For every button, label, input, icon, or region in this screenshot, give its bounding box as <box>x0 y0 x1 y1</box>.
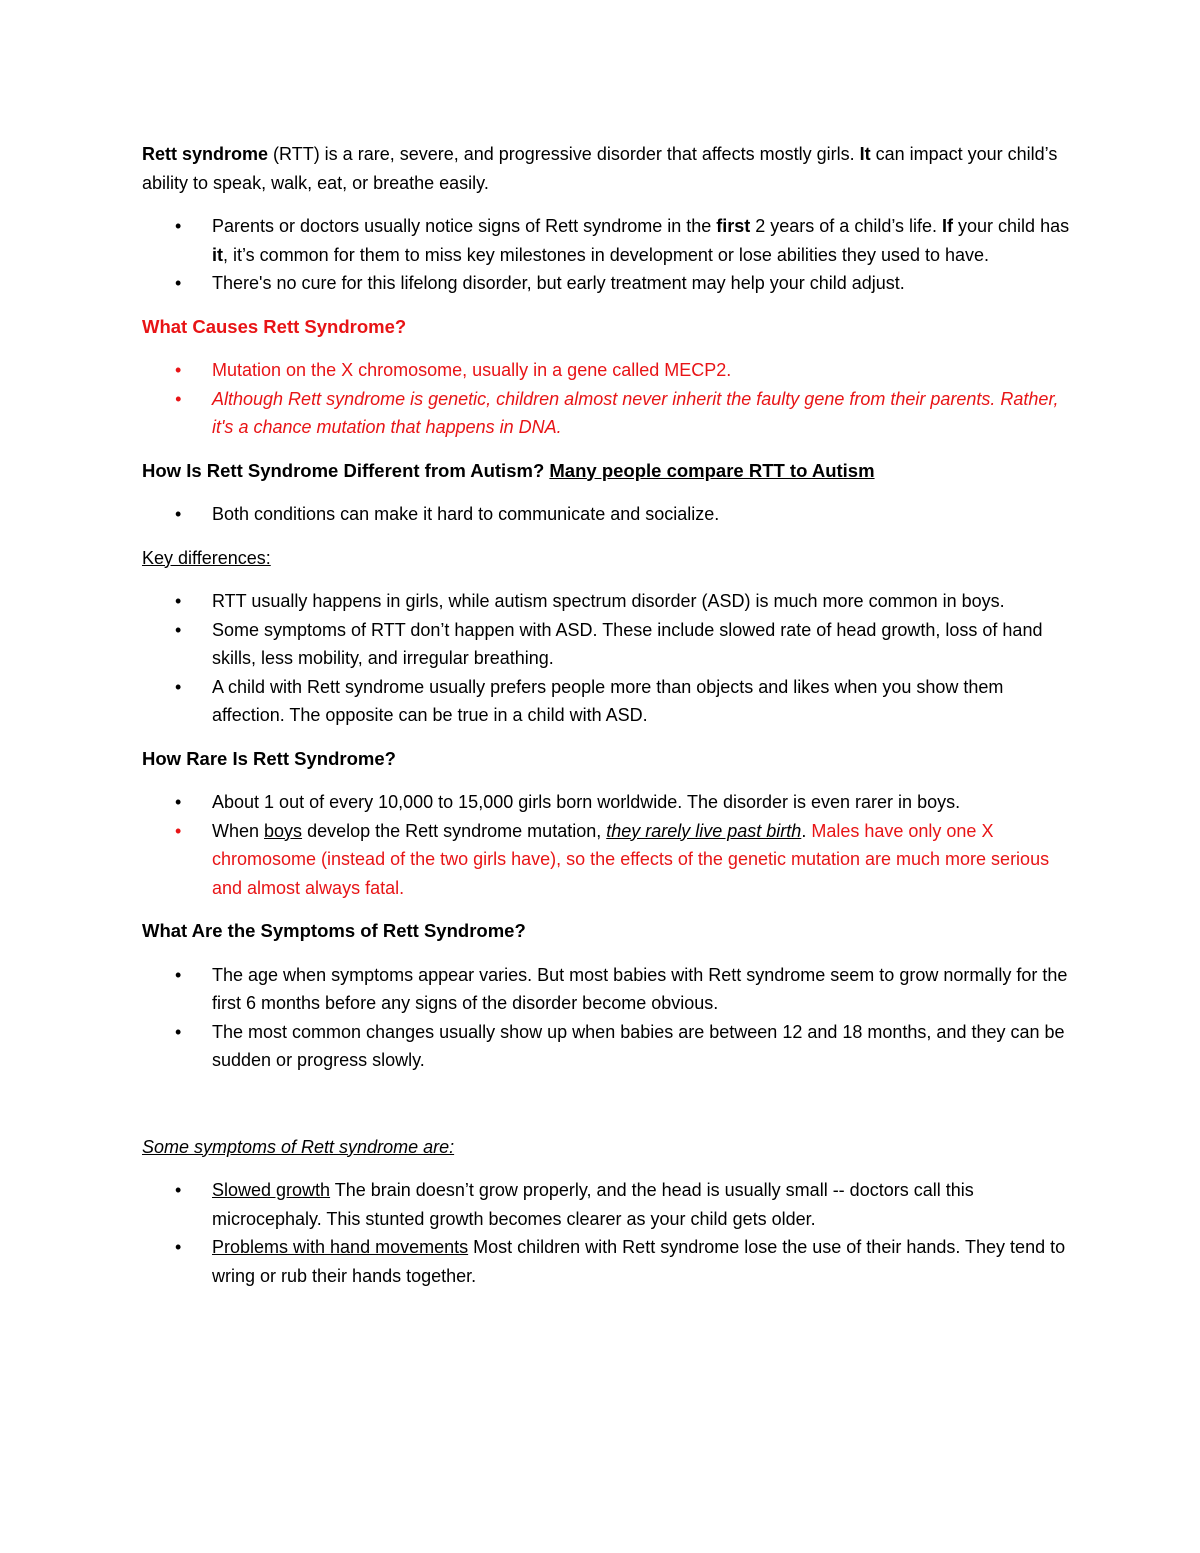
autism-bullet-list <box>142 500 1072 529</box>
bullet-text: 2 years of a child’s life. <box>750 216 943 236</box>
bullet-icon: • <box>175 619 182 640</box>
list-item <box>175 212 1072 269</box>
bullet-text: Although Rett syndrome is genetic, children almost never inherit the faulty gene from their parents. Rather, it's a chance mutation that happens in DNA. <box>212 388 1059 437</box>
list-item <box>175 1233 1072 1290</box>
symptoms-detail-list <box>142 1176 1072 1290</box>
rare-bullet-list <box>142 788 1072 902</box>
bullet-text: The most common changes usually show up when babies are between 12 and 18 months, and they can be sudden or progress slowly. <box>212 1021 1065 1070</box>
key-differences-label: Key differences: <box>142 547 271 568</box>
bullet-icon: • <box>175 1021 182 1042</box>
intro-paragraph <box>142 140 1072 197</box>
bullet-text: , it’s common for them to miss key milestones in development or lose abilities they used to have. <box>223 244 990 265</box>
bullet-text: develop the Rett syndrome mutation, <box>302 820 607 841</box>
bullet-text: . <box>801 820 812 841</box>
list-item <box>175 1018 1072 1075</box>
bullet-text: A child with Rett syndrome usually prefers people more than objects and likes when you show them affection. The opposite can be true in a child with ASD. <box>212 676 1004 725</box>
symptom-term: Slowed growth <box>212 1180 331 1200</box>
bullet-text: There's no cure for this lifelong disorder, but early treatment may help your child adjust. <box>212 273 905 293</box>
bullet-text-bold: it <box>212 244 223 265</box>
bullet-text-bold: first <box>716 216 751 236</box>
intro-text-1: (RTT) is a rare, severe, and progressive disorder that affects mostly girls. <box>268 144 860 164</box>
bullet-text-bold: If <box>942 216 954 236</box>
symptom-desc: The brain doesn’t grow properly, and the head is usually small -- doctors call this microcephaly. This stunted growth becomes clearer as your child gets older. <box>212 1180 974 1229</box>
symptoms-bullet-list <box>142 961 1072 1075</box>
bullet-icon: • <box>175 820 182 841</box>
list-item <box>175 587 1072 616</box>
autism-heading <box>142 457 1072 486</box>
intro-text-3: can impact your child’s ability to speak, walk, eat, or breathe easily. <box>142 144 1058 193</box>
bullet-icon: • <box>175 360 182 380</box>
causes-bullet-list <box>142 356 1072 442</box>
causes-heading: What Causes Rett Syndrome? <box>142 315 407 337</box>
bullet-icon: • <box>175 1237 182 1257</box>
symptoms-heading: What Are the Symptoms of Rett Syndrome? <box>142 920 526 941</box>
intro-term: Rett syndrome <box>142 144 269 164</box>
bullet-icon: • <box>175 504 182 524</box>
bullet-icon: • <box>175 964 182 985</box>
bullet-icon: • <box>175 591 182 611</box>
list-item <box>175 1176 1072 1233</box>
bullet-text-emphasis: they rarely live past birth <box>606 820 802 841</box>
bullet-icon: • <box>175 792 182 812</box>
list-item <box>175 673 1072 730</box>
key-differences-list <box>142 587 1072 730</box>
bullet-text: Both conditions can make it hard to communicate and socialize. <box>212 504 720 524</box>
list-item <box>175 269 1072 298</box>
autism-heading-underlined: Many people compare RTT to Autism <box>549 459 875 481</box>
list-item <box>175 500 1072 529</box>
bullet-text: RTT usually happens in girls, while autism spectrum disorder (ASD) is much more common in boys. <box>212 591 1005 611</box>
list-item <box>175 788 1072 817</box>
list-item <box>175 385 1072 442</box>
symptom-desc: Most children with Rett syndrome lose the use of their hands. They tend to wring or rub their hands together. <box>212 1237 1066 1286</box>
list-item <box>175 616 1072 673</box>
bullet-icon: • <box>175 273 182 293</box>
bullet-text: your child has <box>953 216 1070 236</box>
list-item <box>175 961 1072 1018</box>
symptoms-list-label: Some symptoms of Rett syndrome are: <box>142 1136 455 1157</box>
bullet-icon: • <box>175 1180 182 1200</box>
bullet-icon: • <box>175 388 182 409</box>
bullet-text: About 1 out of every 10,000 to 15,000 girls born worldwide. The disorder is even rarer in boys. <box>212 792 961 812</box>
list-item <box>175 356 1072 385</box>
bullet-text: The age when symptoms appear varies. But most babies with Rett syndrome seem to grow normally for the first 6 months before any signs of the disorder become obvious. <box>212 964 1068 1013</box>
intro-text-2: It <box>859 144 871 164</box>
bullet-text: Some symptoms of RTT don’t happen with ASD. These include slowed rate of head growth, loss of hand skills, less mobility, and irregular breathing. <box>212 619 1043 668</box>
rare-heading: How Rare Is Rett Syndrome? <box>142 747 396 769</box>
intro-bullet-list <box>142 212 1072 298</box>
bullet-icon: • <box>175 676 182 697</box>
list-item <box>175 817 1072 903</box>
bullet-icon: • <box>175 216 182 236</box>
bullet-text: Mutation on the X chromosome, usually in a gene called MECP2. <box>212 360 732 380</box>
spacer <box>142 1090 1072 1133</box>
symptom-term: Problems with hand movements <box>212 1237 469 1257</box>
document-page <box>142 140 1072 1305</box>
autism-heading-text: How Is Rett Syndrome Different from Autism? <box>142 459 550 481</box>
bullet-text: When <box>212 820 265 841</box>
bullet-text-underlined: boys <box>264 820 303 841</box>
bullet-text-red: Males have only one X chromosome (instead of the two girls have), so the effects of the genetic mutation are much more serious and almost always fatal. <box>212 820 1050 898</box>
bullet-text: Parents or doctors usually notice signs of Rett syndrome in the <box>212 216 717 236</box>
